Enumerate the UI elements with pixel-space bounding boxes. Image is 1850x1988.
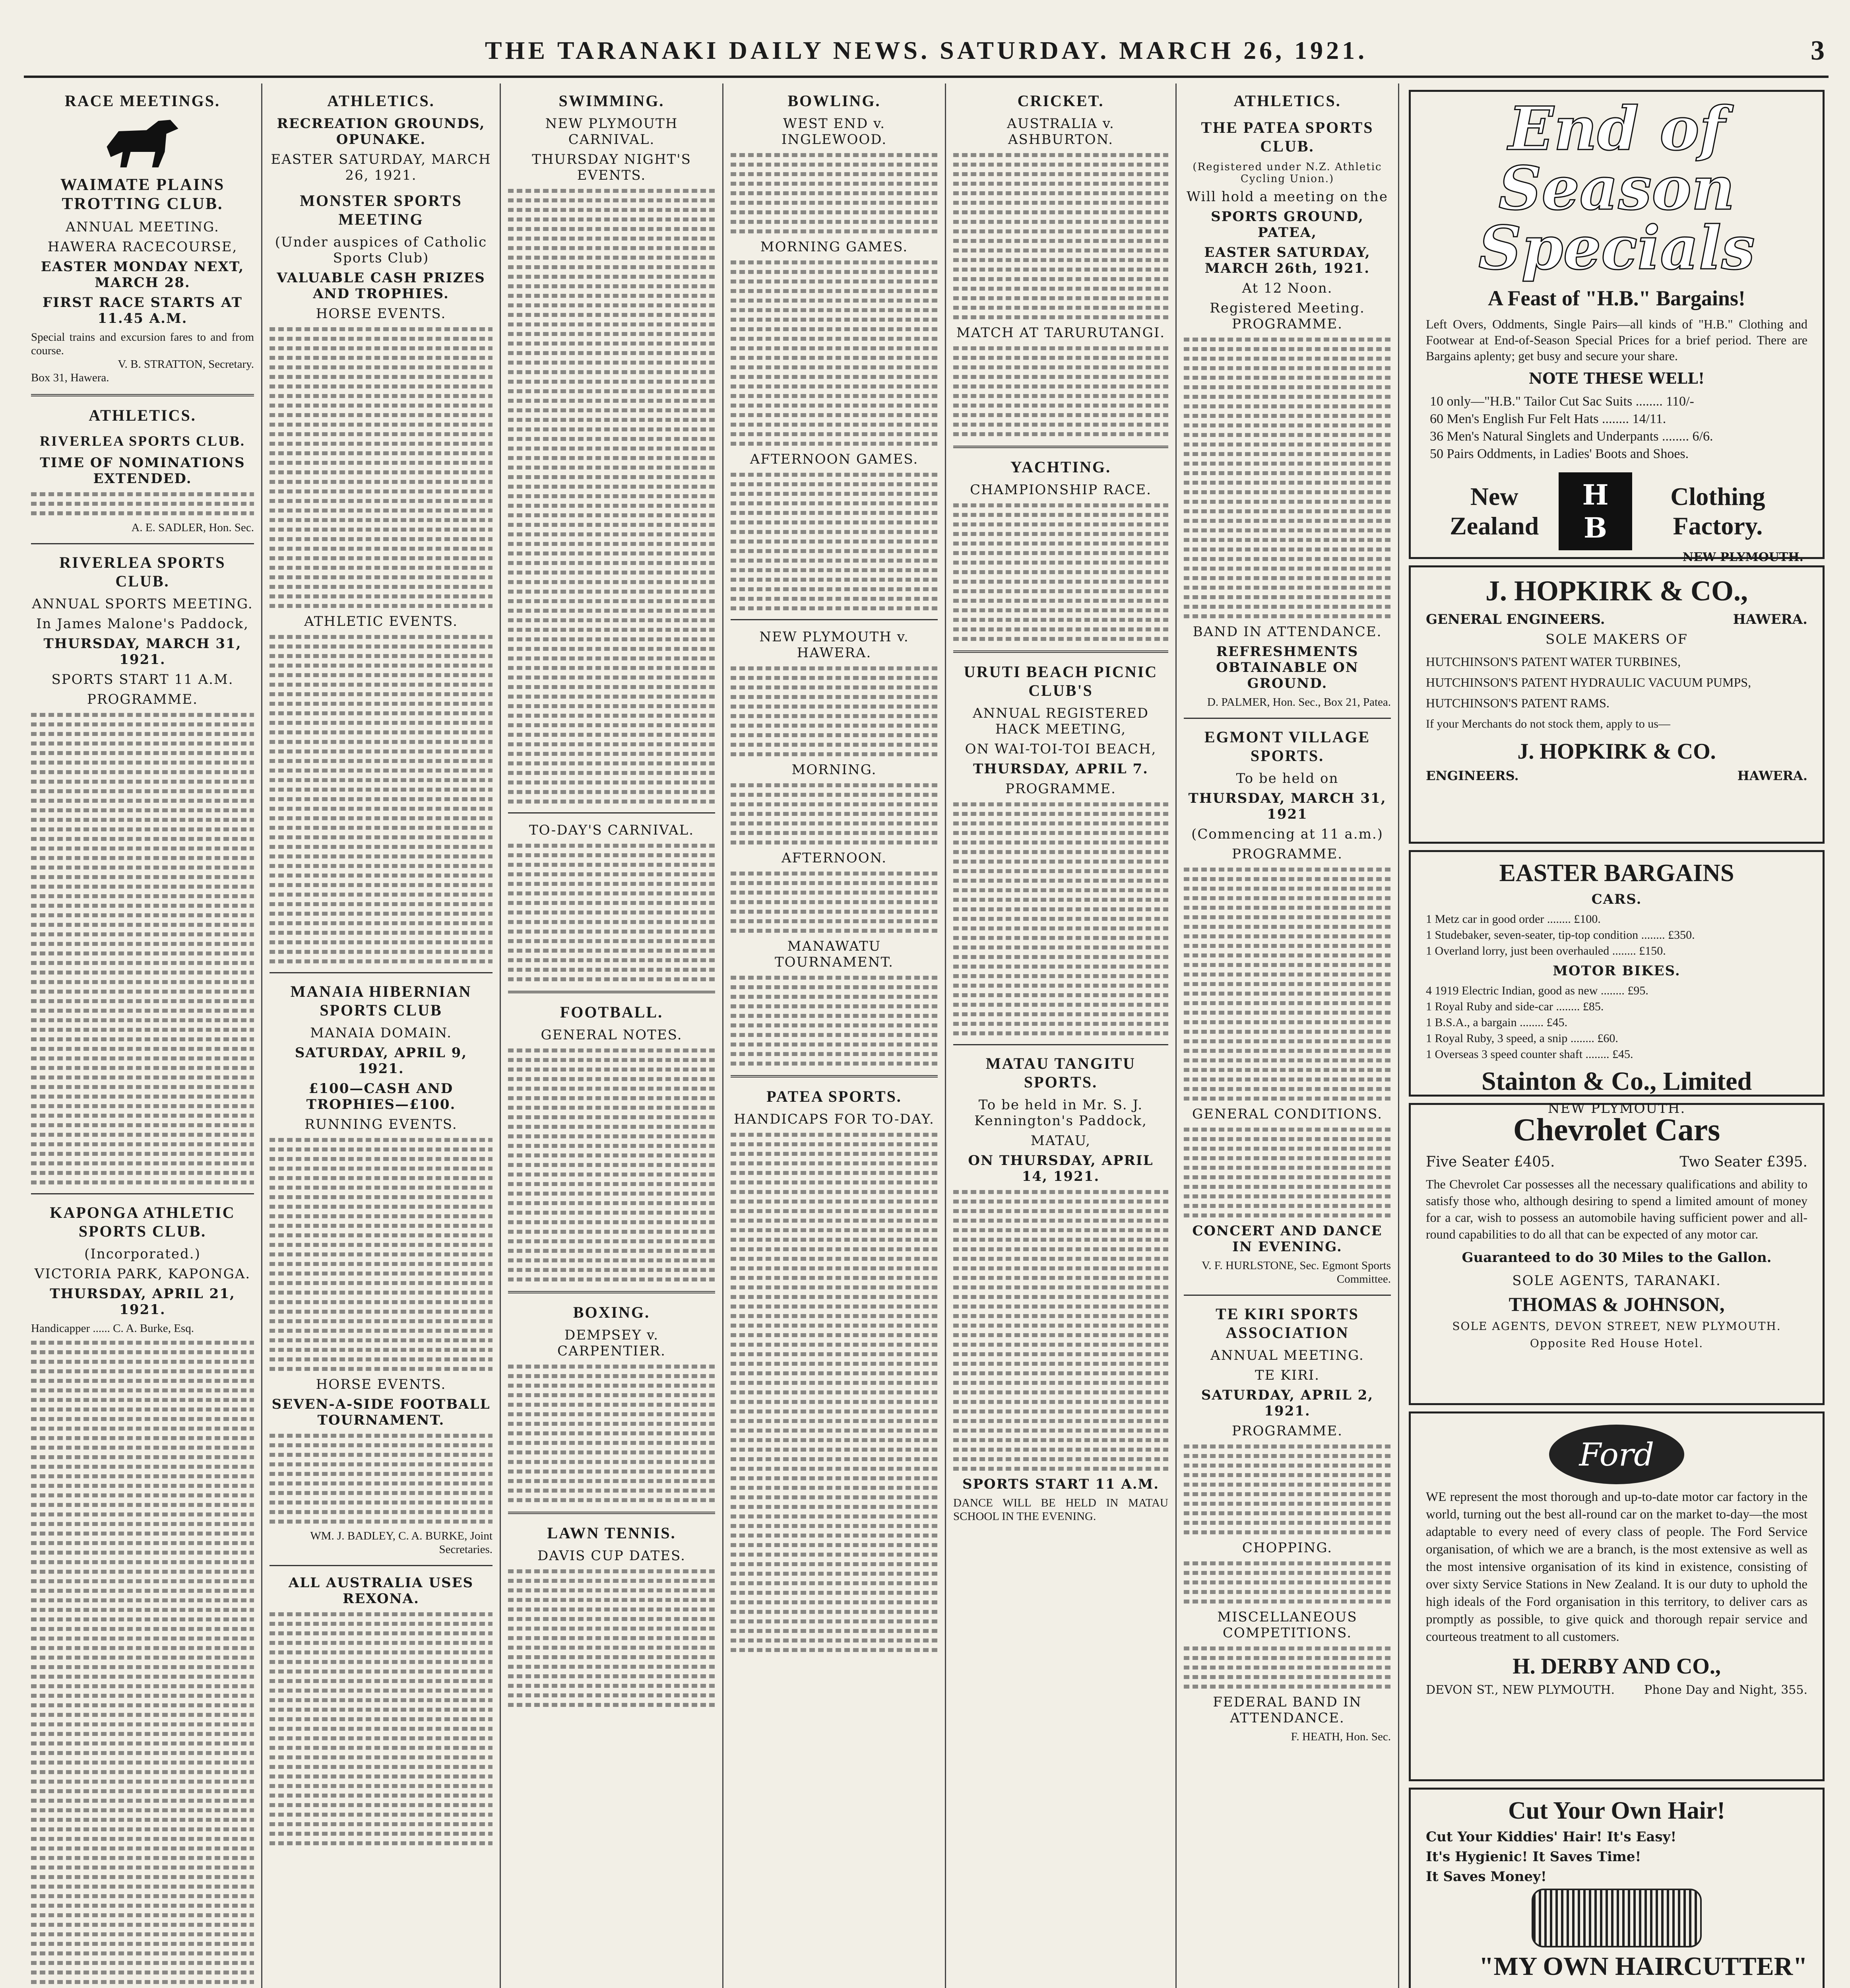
hopkirk-ad xyxy=(1409,565,1825,844)
derby-name: H. DERBY AND CO., xyxy=(1513,1654,1721,1679)
morning-games: MORNING GAMES. xyxy=(760,239,908,255)
egmont-secretary: V. F. HURLSTONE, Sec. Egmont Sports Committee. xyxy=(1202,1259,1391,1285)
thomas-johnson: THOMAS & JOHNSON, xyxy=(1509,1293,1725,1315)
race-meetings-heading: RACE MEETINGS. xyxy=(65,92,220,110)
waimate-date: EASTER MONDAY NEXT, MARCH 28. xyxy=(41,259,244,291)
dempsey-carpentier: DEMPSEY v. CARPENTIER. xyxy=(557,1327,666,1359)
thomas-address: SOLE AGENTS, DEVON STREET, NEW PLYMOUTH. xyxy=(1452,1320,1781,1333)
australia-ashburton: AUSTRALIA v. ASHBURTON. xyxy=(1007,116,1115,148)
car-2: 1 Studebaker, seven-seater, tip-top condition ........ £350. xyxy=(1426,928,1695,942)
thomas-opposite: Opposite Red House Hotel. xyxy=(1530,1337,1704,1350)
westend-inglewood: WEST END v. INGLEWOOD. xyxy=(781,116,887,148)
general-notes: GENERAL NOTES. xyxy=(541,1027,683,1043)
boxing-heading: BOXING. xyxy=(573,1303,650,1321)
egmont-title: EGMONT VILLAGE SPORTS. xyxy=(1204,728,1371,765)
morning: MORNING. xyxy=(791,762,877,778)
waimate-trains: Special trains and excursion fares to and from course. xyxy=(31,331,254,357)
monster-auspices: (Under auspices of Catholic Sports Club) xyxy=(275,234,487,266)
kaponga-title: KAPONGA ATHLETIC SPORTS CLUB. xyxy=(50,1204,235,1240)
np-carnival: NEW PLYMOUTH CARNIVAL. xyxy=(545,116,678,148)
ford-body: WE represent the most thorough and up-to-date motor car factory in the world, turning out the best all-round car on the market to-day—the most adaptable to every need of every class of people. The Ford Service organisation, of which we are a branch, is the most extensive as well as the most intensive organisation of its kind in existence, consisting of over sixty Service Stations in New Zealand. It is our duty to uphold the high ideals of the Ford organisation in this territory, to deliver cars as promptly as possible, to give quick and thorough repair service and courteous treatment to all customers. xyxy=(1426,1490,1807,1644)
cars-heading: CARS. xyxy=(1591,891,1642,907)
waimate-sub: ANNUAL MEETING. xyxy=(66,219,219,235)
kaponga-date: THURSDAY, APRIL 21, 1921. xyxy=(50,1286,235,1318)
hopkirk-hawera-2: HAWERA. xyxy=(1737,768,1807,783)
chevrolet-body: The Chevrolet Car possesses all the necessary qualifications and ability to satisfy those who, although desiring to spend a limited amount of money for a car, wish to possess an automobile having sufficient power and all-round capabilities to do all that can be expected of any motor car. xyxy=(1426,1177,1807,1241)
haircutter-name: "MY OWN HAIRCUTTER" xyxy=(1479,1952,1807,1981)
riverlea2-date: THURSDAY, MARCH 31, 1921. xyxy=(43,636,242,668)
stainton-name: Stainton & Co., Limited xyxy=(1481,1067,1752,1096)
haircutter-ad xyxy=(1409,1788,1825,1988)
matau-title: MATAU TANGITU SPORTS. xyxy=(985,1054,1136,1091)
patea-time: At 12 Noon. xyxy=(1242,280,1333,296)
bike-5: 1 Overseas 3 speed counter shaft ........ £45. xyxy=(1426,1048,1633,1061)
chevrolet-ad xyxy=(1409,1103,1825,1405)
egmont-date: THURSDAY, MARCH 31, 1921 xyxy=(1188,790,1387,822)
davis-cup: DAVIS CUP DATES. xyxy=(537,1548,686,1564)
patea-held: Will hold a meeting on the xyxy=(1186,189,1388,205)
waimate-venue: HAWERA RACECOURSE, xyxy=(47,239,238,255)
cut-sub-1: Cut Your Kiddies' Hair! It's Easy! xyxy=(1426,1829,1677,1845)
chevrolet-two-seater: Two Seater £395. xyxy=(1679,1154,1807,1170)
matau-date: ON THURSDAY, APRIL 14, 1921. xyxy=(968,1153,1154,1184)
feast-body: Left Overs, Oddments, Single Pairs—all kinds of "H.B." Clothing and Footwear at End-of-Season Special Prices for a brief period. There are Bargains aplenty; get busy and secure your share. xyxy=(1426,317,1807,363)
tekiri-band: FEDERAL BAND IN ATTENDANCE. xyxy=(1213,1694,1362,1726)
bike-4: 1 Royal Ruby, 3 speed, a snip ........ £60. xyxy=(1426,1032,1618,1045)
column-2 xyxy=(262,83,501,1988)
athletics-heading: ATHLETICS. xyxy=(89,406,196,424)
monster-sports: MONSTER SPORTS MEETING xyxy=(300,192,462,228)
specials-title-2: Specials xyxy=(1478,213,1755,283)
column-4 xyxy=(723,83,946,1988)
waimate-secretary: V. B. STRATTON, Secretary. xyxy=(118,358,254,371)
manaia-prizes: £100—CASH AND TROPHIES—£100. xyxy=(306,1081,456,1112)
manawatu-tournament: MANAWATU TOURNAMENT. xyxy=(775,938,894,970)
riverlea-title: RIVERLEA SPORTS CLUB. xyxy=(40,433,245,449)
egmont-commence: (Commencing at 11 a.m.) xyxy=(1191,826,1383,842)
waimate-box: Box 31, Hawera. xyxy=(31,371,109,384)
bike-2: 1 Royal Ruby and side-car ........ £85. xyxy=(1426,1000,1604,1013)
todays-carnival: TO-DAY'S CARNIVAL. xyxy=(529,822,694,838)
column-7-adverts xyxy=(1399,83,1829,1988)
opunake-venue: RECREATION GROUNDS, OPUNAKE. xyxy=(277,116,485,148)
chevrolet-guarantee: Guaranteed to do 30 Miles to the Gallon. xyxy=(1462,1250,1772,1266)
hopkirk-name: J. HOPKIRK & CO., xyxy=(1485,575,1748,607)
cut-sub-2: It's Hygienic! It Saves Time! xyxy=(1426,1849,1641,1865)
matau-dance: DANCE WILL BE HELD IN MATAU SCHOOL IN THE EVENING. xyxy=(953,1497,1168,1523)
football-heading: FOOTBALL. xyxy=(560,1003,663,1021)
chevrolet-heading: Chevrolet Cars xyxy=(1513,1112,1720,1147)
ford-logo-icon: Ford xyxy=(1549,1425,1684,1484)
tekiri-title: TE KIRI SPORTS ASSOCIATION xyxy=(1216,1305,1359,1342)
bowling-heading: BOWLING. xyxy=(787,92,881,110)
manaia-date: SATURDAY, APRIL 9, 1921. xyxy=(295,1045,467,1077)
monster-prizes: VALUABLE CASH PRIZES AND TROPHIES. xyxy=(277,270,485,302)
uruti-title: URUTI BEACH PICNIC CLUB'S xyxy=(964,663,1158,699)
cut-sub-3: It Saves Money! xyxy=(1426,1869,1547,1885)
hopkirk-merchants: If your Merchants do not stock them, apply to us— xyxy=(1426,717,1670,730)
chevrolet-agents: SOLE AGENTS, TARANAKI. xyxy=(1512,1273,1721,1289)
kaponga-handicapper: Handicapper ...... C. A. Burke, Esq. xyxy=(31,1322,194,1335)
egmont-held: To be held on xyxy=(1236,771,1339,786)
motor-bikes-heading: MOTOR BIKES. xyxy=(1553,963,1681,979)
championship-race: CHAMPIONSHIP RACE. xyxy=(970,482,1152,498)
football-tournament: SEVEN-A-SIDE FOOTBALL TOURNAMENT. xyxy=(271,1396,491,1428)
derby-address: DEVON ST., NEW PLYMOUTH. xyxy=(1426,1683,1615,1697)
hb-specials-ad xyxy=(1409,90,1825,564)
patea-ground: SPORTS GROUND, PATEA, xyxy=(1211,209,1364,241)
hopkirk-engineers: GENERAL ENGINEERS. xyxy=(1426,612,1605,627)
waimate-title: WAIMATE PLAINS TROTTING CLUB. xyxy=(60,176,225,213)
horse-events: HORSE EVENTS. xyxy=(316,306,446,322)
car-3: 1 Overland lorry, just been overhauled ........ £150. xyxy=(1426,944,1666,957)
bike-1: 4 1919 Electric Indian, good as new ........ £95. xyxy=(1426,984,1648,997)
opunake-date: EASTER SATURDAY, MARCH 26, 1921. xyxy=(271,151,491,183)
tekiri-heath: F. HEATH, Hon. Sec. xyxy=(1291,1730,1391,1743)
chevrolet-five-seater: Five Seater £405. xyxy=(1426,1154,1555,1170)
car-1: 1 Metz car in good order ........ £100. xyxy=(1426,912,1601,926)
riverlea2-title: RIVERLEA SPORTS CLUB. xyxy=(59,553,226,590)
note-heading: NOTE THESE WELL! xyxy=(1528,369,1705,387)
easter-bargains-ad xyxy=(1409,850,1825,1116)
manaia-secretaries: WM. J. BADLEY, C. A. BURKE, Joint Secretaries. xyxy=(310,1530,493,1556)
riverlea-extended: TIME OF NOMINATIONS EXTENDED. xyxy=(40,455,245,487)
afternoon-games: AFTERNOON GAMES. xyxy=(750,451,919,467)
hb-new-plymouth: NEW PLYMOUTH. xyxy=(1682,550,1803,564)
kaponga-venue: VICTORIA PARK, KAPONGA. xyxy=(34,1266,251,1282)
thursday-events: THURSDAY NIGHT'S EVENTS. xyxy=(532,151,691,183)
page-number: 3 xyxy=(1811,35,1825,66)
riverlea2-venue: In James Malone's Paddock, xyxy=(36,616,249,632)
egmont-programme: PROGRAMME. xyxy=(1232,846,1343,862)
masthead xyxy=(24,28,1829,78)
patea-sports-heading: PATEA SPORTS. xyxy=(766,1087,902,1105)
patea-band: BAND IN ATTENDANCE. xyxy=(1193,624,1382,640)
hb-new-zealand: New Zealand xyxy=(1450,482,1539,540)
egmont-conditions: GENERAL CONDITIONS. xyxy=(1192,1106,1383,1122)
hopkirk-engineers-2: ENGINEERS. xyxy=(1426,768,1519,783)
cut-heading: Cut Your Own Hair! xyxy=(1508,1797,1725,1824)
swimming-heading: SWIMMING. xyxy=(558,92,665,110)
uruti-venue: ON WAI-TOI-TOI BEACH, xyxy=(965,741,1157,757)
patea-refreshments: REFRESHMENTS OBTAINABLE ON GROUND. xyxy=(1216,644,1359,691)
lawn-tennis-heading: LAWN TENNIS. xyxy=(547,1524,676,1542)
running-events: RUNNING EVENTS. xyxy=(304,1116,458,1132)
column-5 xyxy=(946,83,1177,1988)
match-tarurutangi: MATCH AT TARURUTANGI. xyxy=(956,325,1165,341)
hopkirk-name-2: J. HOPKIRK & CO. xyxy=(1517,739,1716,764)
yachting-heading: YACHTING. xyxy=(1010,458,1111,476)
patea-programme: Registered Meeting. PROGRAMME. xyxy=(1210,300,1365,332)
tekiri-misc: MISCELLANEOUS COMPETITIONS. xyxy=(1217,1609,1357,1641)
hopkirk-turbines: HUTCHINSON'S PATENT WATER TURBINES, xyxy=(1426,654,1681,669)
feast-heading: A Feast of "H.B." Bargains! xyxy=(1488,286,1745,310)
riverlea2-programme: PROGRAMME. xyxy=(87,691,198,707)
riverlea-sadler: A. E. SADLER, Hon. Sec. xyxy=(131,521,254,534)
patea-club-title: THE PATEA SPORTS CLUB. xyxy=(1201,118,1374,155)
hb-item-4: 50 Pairs Oddments, in Ladies' Boots and Shoes. xyxy=(1430,447,1689,461)
matau-sports-start: SPORTS START 11 A.M. xyxy=(962,1476,1160,1492)
hb-item-3: 36 Men's Natural Singlets and Underpants ........ 6/6. xyxy=(1430,429,1713,444)
hb-item-1: 10 only—"H.B." Tailor Cut Sac Suits ........ 110/- xyxy=(1430,394,1694,409)
athletics-heading-3: ATHLETICS. xyxy=(1233,92,1341,110)
easter-heading: EASTER BARGAINS xyxy=(1499,860,1734,887)
patea-palmer: D. PALMER, Hon. Sec., Box 21, Patea. xyxy=(1207,696,1391,709)
tekiri-chopping: CHOPPING. xyxy=(1242,1540,1333,1556)
hb-logo: H B xyxy=(1559,472,1632,550)
tekiri-place: TE KIRI. xyxy=(1255,1367,1320,1383)
athletics-heading-2: ATHLETICS. xyxy=(327,92,435,110)
waimate-start: FIRST RACE STARTS AT 11.45 A.M. xyxy=(43,295,242,326)
hopkirk-hawera: HAWERA. xyxy=(1733,612,1807,627)
derby-phone: Phone Day and Night, 355. xyxy=(1644,1683,1807,1697)
rexona-heading: ALL AUSTRALIA USES REXONA. xyxy=(288,1575,474,1607)
stainton-np: NEW PLYMOUTH. xyxy=(1547,1101,1686,1116)
hopkirk-pumps: HUTCHINSON'S PATENT HYDRAULIC VACUUM PUMPS, xyxy=(1426,675,1751,689)
ford-ad xyxy=(1409,1411,1825,1781)
handicaps-today: HANDICAPS FOR TO-DAY. xyxy=(734,1111,935,1127)
manaia-venue: MANAIA DOMAIN. xyxy=(310,1025,452,1041)
kaponga-inc: (Incorporated.) xyxy=(84,1246,201,1262)
specials-title-1: End of Season xyxy=(1498,94,1735,223)
tekiri-sub: ANNUAL MEETING. xyxy=(1210,1347,1364,1363)
horse-events-2: HORSE EVENTS. xyxy=(316,1376,446,1392)
uruti-date: THURSDAY, APRIL 7. xyxy=(973,761,1148,777)
afternoon: AFTERNOON. xyxy=(781,850,887,866)
riverlea2-sub: ANNUAL SPORTS MEETING. xyxy=(32,596,253,612)
athletic-events: ATHLETIC EVENTS. xyxy=(304,613,458,629)
egmont-concert: CONCERT AND DANCE IN EVENING. xyxy=(1192,1223,1383,1255)
hopkirk-sole: SOLE MAKERS OF xyxy=(1545,631,1688,647)
haircutter-comb-icon xyxy=(1532,1889,1702,1947)
hopkirk-rams: HUTCHINSON'S PATENT RAMS. xyxy=(1426,696,1610,710)
matau-venue: To be held in Mr. S. J. Kennington's Paddock, xyxy=(974,1097,1147,1129)
hb-clothing: Clothing Factory. xyxy=(1670,482,1765,540)
patea-date: EASTER SATURDAY, MARCH 26th, 1921. xyxy=(1204,245,1371,276)
bike-3: 1 B.S.A., a bargain ........ £45. xyxy=(1426,1016,1568,1029)
column-6 xyxy=(1177,83,1399,1988)
uruti-sub: ANNUAL REGISTERED HACK MEETING, xyxy=(972,705,1149,737)
uruti-programme: PROGRAMME. xyxy=(1005,781,1116,797)
cricket-heading: CRICKET. xyxy=(1017,92,1104,110)
tekiri-programme: PROGRAMME. xyxy=(1232,1423,1343,1439)
np-hawera: NEW PLYMOUTH v. HAWERA. xyxy=(759,629,909,661)
tekiri-date: SATURDAY, APRIL 2, 1921. xyxy=(1201,1387,1374,1419)
horse-icon xyxy=(103,116,182,167)
riverlea2-start: SPORTS START 11 A.M. xyxy=(51,672,234,687)
hb-item-2: 60 Men's English Fur Felt Hats ........ 14/11. xyxy=(1430,412,1666,426)
column-1 xyxy=(24,83,262,1988)
masthead-title: THE TARANAKI DAILY NEWS. SATURDAY. MARCH 26, 1921. xyxy=(485,36,1368,64)
column-3 xyxy=(501,83,723,1988)
manaia-title: MANAIA HIBERNIAN SPORTS CLUB xyxy=(290,982,472,1019)
page-columns xyxy=(24,83,1829,1988)
patea-registered: (Registered under N.Z. Athletic Cycling Union.) xyxy=(1193,161,1382,185)
matau-place: MATAU, xyxy=(1030,1133,1091,1149)
